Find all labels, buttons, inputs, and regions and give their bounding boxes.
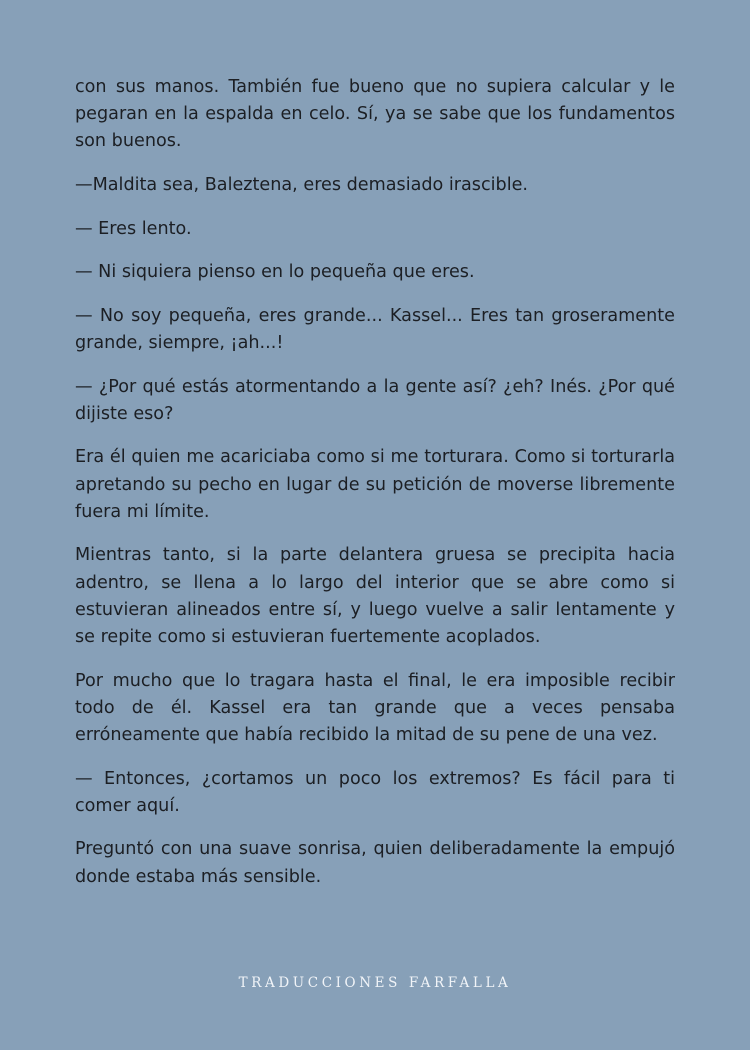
- page-body: [75, 74, 675, 907]
- paragraph: — Ni siquiera pienso en lo pequeña que eres.: [75, 262, 475, 283]
- paragraph: — ¿Por qué estás atormentando a la gente así? ¿eh? Inés. ¿Por qué dijiste eso?: [75, 376, 675, 424]
- paragraph: Preguntó con una suave sonrisa, quien deliberadamente la empujó donde estaba más sensible.: [75, 839, 675, 887]
- paragraph: Era él quien me acariciaba como si me torturara. Como si torturarla apretando su pecho en lugar de su petición de moverse libremente fuera mi límite.: [75, 447, 675, 522]
- paragraph: —Maldita sea, Baleztena, eres demasiado irascible.: [75, 175, 528, 195]
- paragraph: con sus manos. También fue bueno que no supiera calcular y le pegaran en la espalda en celo. Sí, ya se sabe que los fundamentos son buenos.: [75, 77, 675, 152]
- paragraph: — Entonces, ¿cortamos un poco los extremos? Es fácil para ti comer aquí.: [75, 768, 675, 816]
- paragraph: Por mucho que lo tragara hasta el final, le era imposible recibir todo de él. Kassel era tan grande que a veces pensaba erróneamente que había recibido la mitad de su pene de una vez.: [75, 670, 675, 745]
- paragraph: Mientras tanto, si la parte delantera gruesa se precipita hacia adentro, se llena a lo largo del interior que se abre como si estuvieran alineados entre sí, y luego vuelve a salir lentamente y se repite como si estuvieran fuertemente acoplados.: [75, 545, 675, 647]
- paragraph: — Eres lento.: [75, 218, 192, 239]
- footer-credit: TRADUCCIONES FARFALLA: [238, 975, 512, 991]
- paragraph: — No soy pequeña, eres grande... Kassel... Eres tan groseramente grande, siempre, ¡ah...!: [75, 305, 675, 353]
